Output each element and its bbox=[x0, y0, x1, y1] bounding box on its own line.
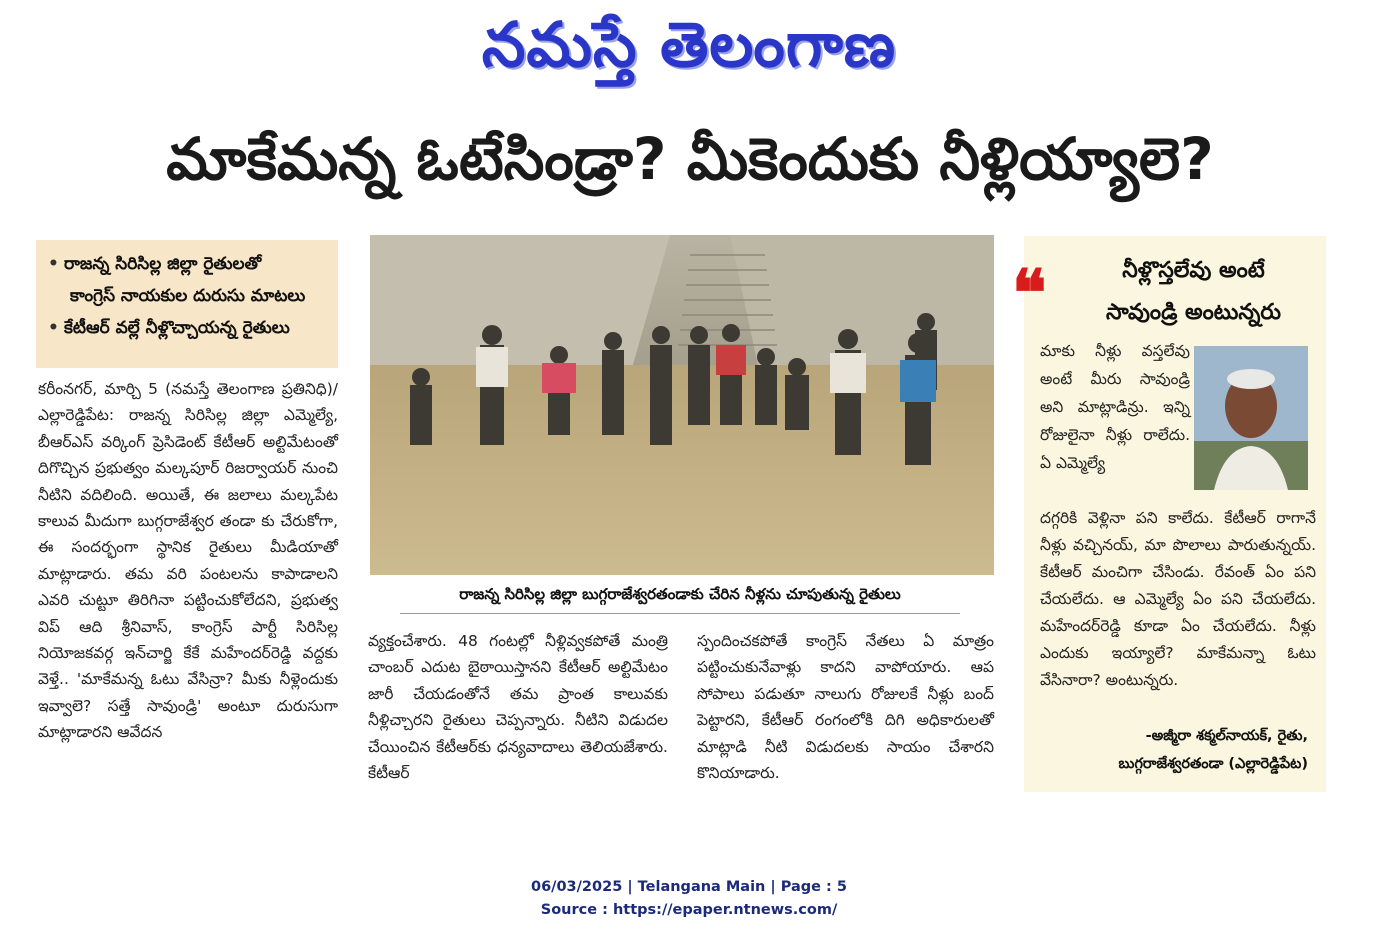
attribution-name: -అజ్మీరా శక్మల్‌నాయక్, రైతు, bbox=[1145, 728, 1308, 744]
quote-title-line: నీళ్లొస్తలేవు అంటే bbox=[1122, 258, 1265, 283]
article-headline: మాకేమన్న ఓటేసిండ్రా? మీకెందుకు నీళ్లియ్యాలె? bbox=[166, 125, 1214, 193]
highlight-text: కాంగ్రెస్ నాయకుల దురుసు మాటలు bbox=[70, 286, 306, 306]
attribution-place: బుగ్గరాజేశ్వరతండా (ఎల్లారెడ్డిపేట) bbox=[1118, 756, 1308, 772]
page-footer bbox=[0, 876, 1378, 922]
column-text: స్పందించకపోతే కాంగ్రెస్ నేతలు ఏ మాత్రం పట్టించుకునేవాళ్లు కాదని వాపోయారు. ఆప సోపాలు పడుతూ నాలుగు రోజులకే నీళ్లు బంద్ పెట్టారని, కేటీఆర్ రంగంలోకి దిగి అధికారులతో మాట్లాడి నీటి విడుదలకు సాయం చేశారని కొనియాడారు. bbox=[697, 632, 994, 783]
highlights-box bbox=[36, 240, 338, 368]
quote-mark-icon: ❝ bbox=[1012, 256, 1047, 331]
article-column-2 bbox=[368, 628, 668, 786]
article-column-1 bbox=[38, 376, 338, 746]
article-column-3 bbox=[697, 628, 994, 786]
quote-attribution bbox=[1040, 722, 1308, 778]
quote-text-full bbox=[1040, 505, 1316, 694]
quote-text: దగ్గరికి వెళ్లినా పని కాలేదు. కేటీఆర్ రాగానే నీళ్లు వచ్చినయ్, మా పొలాలు పారుతున్నయ్. కేటీఆర్ మంచిగా చేసిండు. రేవంత్ ఏం పని చేయలేదు. ఆ ఎమ్మెల్యే ఏం పని చేయలేదు. మహేందర్‌రెడ్డి కూడా ఏం చేయలేదు. నీళ్లు ఎందుకు ఇయ్యాలే? మాకేమన్నా ఓటు వేసినారా? అంటున్నరు. bbox=[1040, 509, 1316, 689]
highlight-text: రాజన్న సిరిసిల్ల జిల్లా రైతులతో bbox=[64, 254, 262, 274]
quote-text-narrow bbox=[1040, 337, 1190, 477]
highlight-item bbox=[46, 280, 328, 312]
quote-text: మాకు నీళ్లు వస్తలేవు అంటే మీరు సావుండ్రి అని మాట్లాడిన్రు. ఇన్ని రోజులైనా నీళ్లు రాలేదు. ఏ ఎమ్మెల్యే bbox=[1040, 342, 1190, 472]
photo-farmers-in-canal bbox=[370, 235, 994, 575]
bullet-icon: • bbox=[48, 318, 59, 338]
highlight-item bbox=[46, 312, 328, 344]
edition-info: 06/03/2025 | Telangana Main | Page : 5 bbox=[530, 879, 847, 895]
highlight-text: కేటీఆర్ వల్లే నీళ్లొచ్చాయన్న రైతులు bbox=[64, 318, 290, 338]
column-text: కరీంనగర్, మార్చి 5 (నమస్తే తెలంగాణ ప్రతినిధి)/ఎల్లారెడ్డిపేట: రాజన్న సిరిసిల్ల జిల్లా ఎమ్మెల్యే, బీఆర్ఎస్ వర్కింగ్ ప్రెసిడెంట్ కేటీఆర్ అల్టిమేటంతో దిగొచ్చిన ప్రభుత్వం మల్కపూర్ రిజర్వాయర్ నుంచి నీటిని వదిలింది. అయితే, ఈ జలాలు మల్కపేట కాలువ మీదుగా బుగ్గరాజేశ్వర తండా కు చేరుకోగా, ఈ సందర్భంగా స్థానిక రైతులు మీడియాతో మాట్లాడారు. తమ వరి పంటలను కాపాడాలని ఎవరి చుట్టూ తిరిగినా పట్టించుకోలేదని, ప్రభుత్వ విప్ ఆది శ్రీనివాస్, కాంగ్రెస్ పార్టీ సిరిసిల్ల నియోజకవర్గ ఇన్‌చార్జి కేకే మహేందర్‌రెడ్డి వద్దకు వెళ్తే.. 'మాకేమన్న ఓటు వేసిన్రా? మీకు నీళ్లెందుకు ఇవ్వాలె? సత్తే సావుండ్రి' అంటూ దురుసుగా మాట్లాడారని ఆవేదన bbox=[38, 380, 338, 742]
farmer-portrait bbox=[1194, 346, 1308, 490]
quote-box-title bbox=[1066, 250, 1321, 334]
source-link[interactable]: Source : https://epaper.ntnews.com/ bbox=[540, 902, 838, 918]
newspaper-masthead: నమస్తే తెలంగాణ bbox=[481, 8, 897, 81]
highlight-item bbox=[46, 248, 328, 280]
farmer-portrait-photo bbox=[1194, 346, 1308, 490]
photo-caption: రాజన్న సిరిసిల్ల జిల్లా బుగ్గరాజేశ్వరతండాకు చేరిన నీళ్లను చూపుతున్న రైతులు bbox=[400, 585, 960, 614]
quote-title-line: సావుండ్రి అంటున్నరు bbox=[1105, 300, 1282, 325]
column-text: వ్యక్తంచేశారు. 48 గంటల్లో నీళ్లివ్వకపోతే మంత్రి చాంబర్ ఎదుట బైఠాయిస్తానని కేటీఆర్ అల్టిమేటం జారీ చేయడంతోనే తమ ప్రాంత కాలువకు నీళ్లిచ్చారని రైతులు చెప్పన్నారు. నీటిని విడుదల చేయించిన కేటీఆర్‌కు ధన్యవాదాలు తెలియజేశారు. కేటీఆర్ bbox=[368, 632, 668, 783]
bullet-icon: • bbox=[48, 254, 59, 274]
news-photo bbox=[370, 235, 994, 575]
